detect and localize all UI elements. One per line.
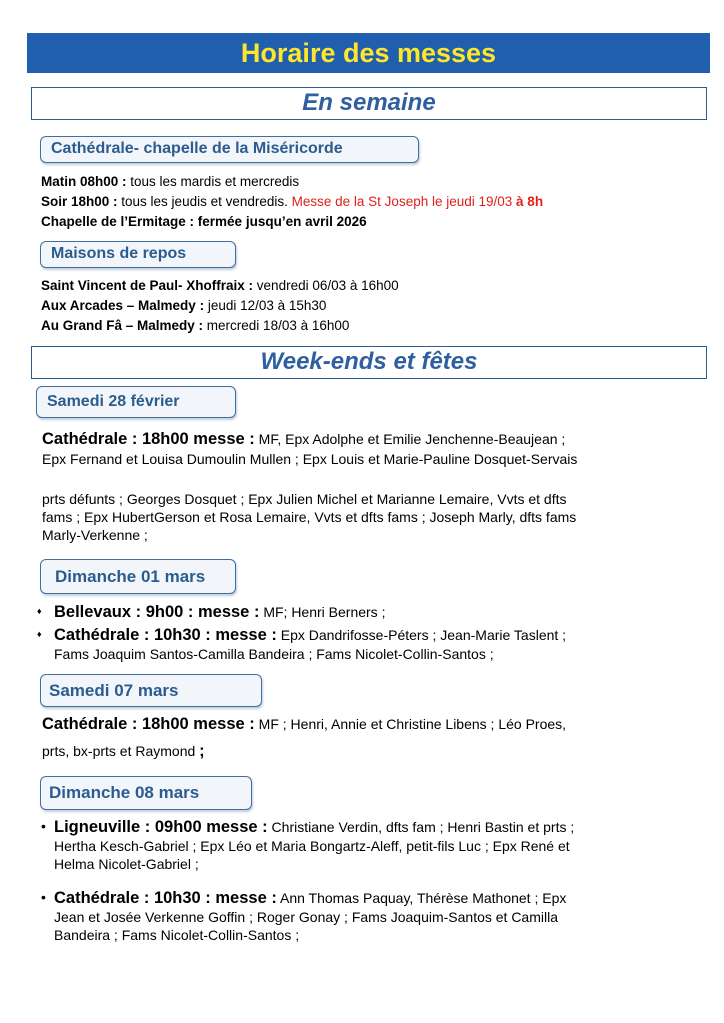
- sam07-paragraph-continued: prts, bx-prts et Raymond ;: [42, 742, 205, 760]
- maison-line-grand-fa: Au Grand Fâ – Malmedy : mercredi 18/03 à 16h00: [41, 318, 350, 333]
- pill-samedi-28-fevrier: Samedi 28 février: [36, 386, 236, 418]
- pill-cathedrale-chapelle: Cathédrale- chapelle de la Miséricorde: [40, 136, 419, 163]
- weekday-line-ermitage: Chapelle de l’Ermitage : fermée jusqu’en avril 2026: [41, 214, 367, 229]
- dim01-item-cathedrale: ♦ Cathédrale : 10h30 : messe : Epx Dandrifosse-Péters ; Jean-Marie Taslent ; Fams Joaquim Santos-Camilla Bandeira ; Fams Nicolet-Collin-Santos ;: [37, 626, 567, 662]
- pill-dimanche-01-mars: Dimanche 01 mars: [40, 559, 236, 594]
- pill-samedi-07-mars: Samedi 07 mars: [40, 674, 262, 707]
- pill-dimanche-08-mars: Dimanche 08 mars: [40, 776, 252, 810]
- section-heading-semaine: En semaine: [31, 87, 707, 120]
- pill-maisons-de-repos: Maisons de repos: [40, 241, 236, 268]
- weekday-line-matin: Matin 08h00 : tous les mardis et mercredis: [41, 174, 300, 189]
- sam07-paragraph: Cathédrale : 18h00 messe : MF ; Henri, Annie et Christine Libens ; Léo Proes,: [42, 715, 567, 733]
- maison-line-xhoffraix: Saint Vincent de Paul- Xhoffraix : vendredi 06/03 à 16h00: [41, 278, 399, 293]
- sam28-paragraph-continued: prts défunts ; Georges Dosquet ; Epx Julien Michel et Marianne Lemaire, Vvts et dfts fams ; Epx HubertGerson et Rosa Lemaire, Vvts et dfts fams ; Joseph Marly, dfts fams Marly-Verkenne ;: [42, 491, 577, 543]
- dim01-item-bellevaux: ♦ Bellevaux : 9h00 : messe : MF; Henri Berners ;: [37, 603, 386, 621]
- weekday-line-soir: Soir 18h00 : tous les jeudis et vendredis. Messe de la St Joseph le jeudi 19/03 à 8h: [41, 194, 544, 209]
- section-heading-weekends: Week-ends et fêtes: [31, 346, 707, 379]
- sam28-paragraph: Cathédrale : 18h00 messe : MF, Epx Adolphe et Emilie Jenchenne-Beaujean ; Epx Fernand et Louisa Dumoulin Mullen ; Epx Louis et Marie-Pauline Dosquet-Servais: [42, 430, 578, 467]
- maison-line-arcades: Aux Arcades – Malmedy : jeudi 12/03 à 15h30: [41, 298, 327, 313]
- dim08-item-ligneuville: • Ligneuville : 09h00 messe : Christiane Verdin, dfts fam ; Henri Bastin et prts ; Hertha Kesch-Gabriel ; Epx Léo et Maria Bongartz-Aleff, petit-fils Luc ; Epx René et Helma Nicolet-Gabriel ;: [41, 818, 575, 872]
- page-title: Horaire des messes: [27, 33, 710, 73]
- dim08-item-cathedrale: • Cathédrale : 10h30 : messe : Ann Thomas Paquay, Thérèse Mathonet ; Epx Jean et Josée Verkenne Goffin ; Roger Gonay ; Fams Joaquim-Santos et Camilla Bandeira ; Fams Nicolet-Collin-Santos ;: [41, 889, 567, 943]
